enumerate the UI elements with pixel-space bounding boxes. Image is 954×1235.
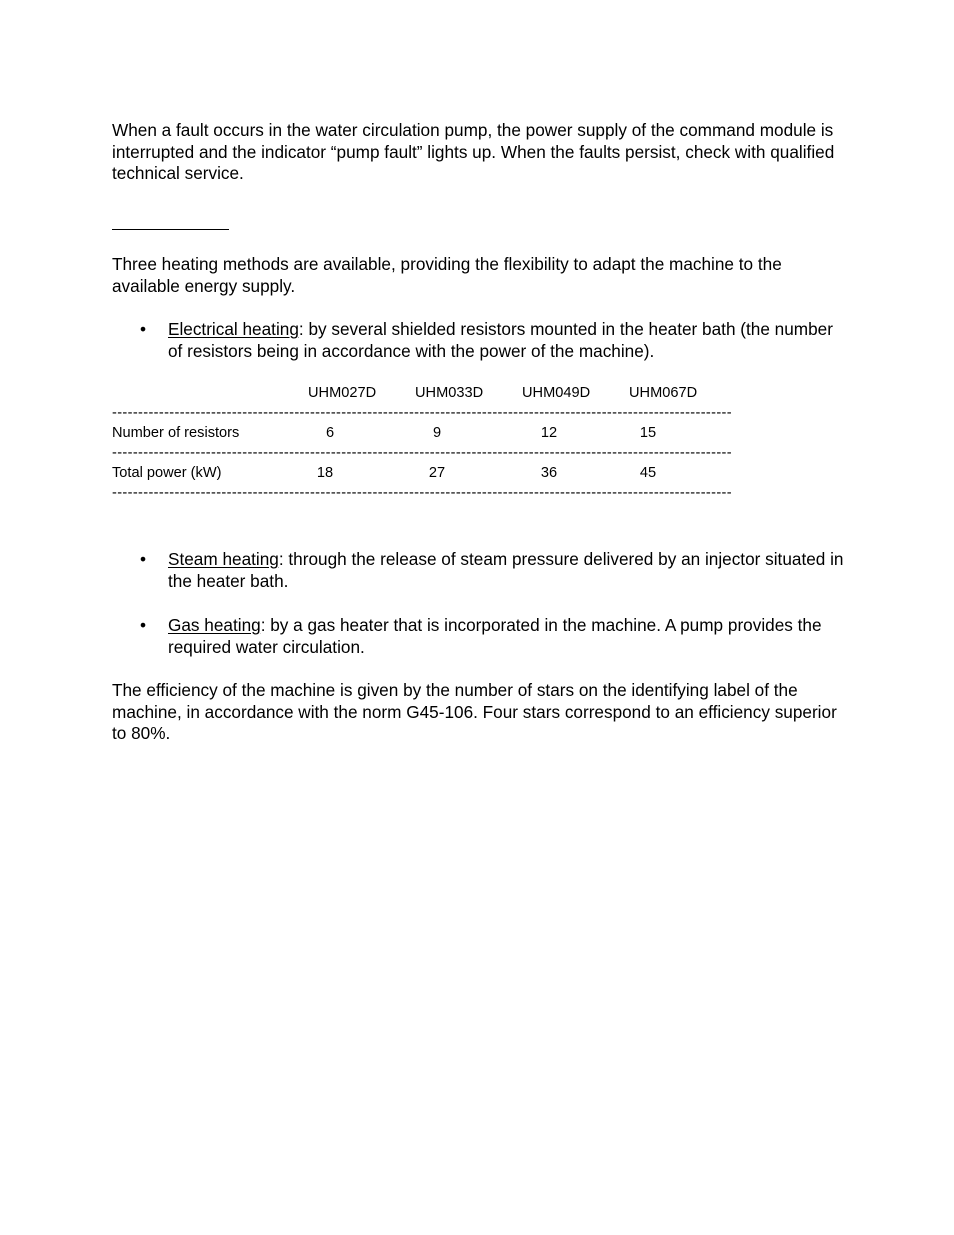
table-separator: ----------------------------------------------------------------------------------------------------------------------- (112, 486, 732, 500)
pump-fault-paragraph: When a fault occurs in the water circulation pump, the power supply of the command module is interrupted and the indicator “pump fault” lights up. When the faults persist, check with qualified technical service. (112, 120, 835, 184)
bullet-symbol: • (140, 319, 147, 339)
heating-methods-intro: Three heating methods are available, providing the flexibility to adapt the machine to the available energy supply. (112, 254, 782, 296)
bullet-term: Gas heating (168, 615, 261, 635)
bullet-term: Electrical heating (168, 319, 299, 339)
bullet-term: Steam heating (168, 549, 279, 569)
column-header: UHM049D (522, 385, 591, 401)
row-label: Total power (kW) (112, 465, 222, 481)
table-cell: 45 (639, 465, 657, 481)
table-cell: 12 (540, 425, 558, 441)
bullet-symbol: • (140, 549, 147, 569)
bullet-description: : through the release of steam pressure delivered by an injector situated in the heater bath. (168, 549, 844, 591)
bullet-description: : by a gas heater that is incorporated in the machine. A pump provides the required water circulation. (168, 615, 822, 657)
bullet-gas-heating (140, 615, 852, 659)
table-separator: ----------------------------------------------------------------------------------------------------------------------- (112, 406, 732, 420)
row-label: Number of resistors (112, 425, 240, 441)
bullet-text (168, 549, 852, 592)
bullet-text (168, 615, 852, 658)
bullet-symbol: • (140, 615, 147, 635)
table-cell: 18 (316, 465, 334, 481)
table-cell: 27 (428, 465, 446, 481)
table-cell: 36 (540, 465, 558, 481)
column-header: UHM027D (308, 385, 377, 401)
efficiency-paragraph: The efficiency of the machine is given by the number of stars on the identifying label of the machine, in accordance with the norm G45-106. Four stars correspond to an efficiency superior to 80%. (112, 680, 837, 744)
bullet-steam-heating (140, 549, 852, 593)
column-header: UHM033D (415, 385, 484, 401)
table-cell: 15 (639, 425, 657, 441)
column-header: UHM067D (629, 385, 698, 401)
table-separator: ----------------------------------------------------------------------------------------------------------------------- (112, 446, 732, 460)
table-cell: 6 (325, 425, 335, 441)
bullet-electrical-heating (140, 319, 852, 363)
section-heading-rule (112, 229, 229, 230)
bullet-text (168, 319, 852, 362)
table-cell: 9 (432, 425, 442, 441)
bullet-description: : by several shielded resistors mounted in the heater bath (the number of resistors being in accordance with the power of the machine). (168, 319, 833, 361)
